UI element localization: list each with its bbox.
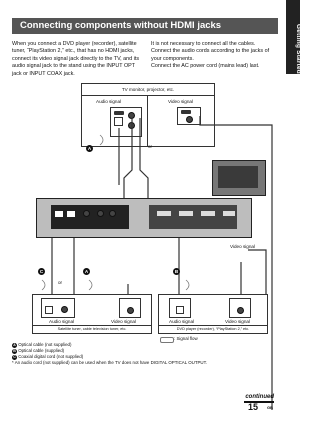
marker-a-sat: A xyxy=(84,269,89,274)
receiver-front-grille xyxy=(218,166,258,188)
signal-flow-legend: : Signal flow xyxy=(174,336,198,341)
note-marker: * xyxy=(12,360,14,365)
note-marker: B xyxy=(13,349,16,353)
signal-flow-arrow-4 xyxy=(186,280,189,290)
rear-opt2-jack xyxy=(67,211,75,217)
dvd-audio-label: Audio signal xyxy=(169,319,195,324)
note-item xyxy=(12,360,274,366)
note-marker: C xyxy=(13,355,16,359)
note-text: An audio cord (not supplied) can be used when the TV does not have DIGITAL OPTICAL OUTPUT. xyxy=(14,360,208,365)
rear-audio-l-jack xyxy=(97,210,104,217)
stand-rear-panel xyxy=(36,198,252,238)
notes-list xyxy=(12,342,274,366)
side-tab-label: Getting Started xyxy=(295,24,302,74)
receiver-front xyxy=(212,160,266,196)
note-text: Optical cable (supplied) xyxy=(18,348,65,353)
rear-hdmi-in1 xyxy=(157,211,171,216)
tv-video-label: Video signal xyxy=(168,99,193,104)
or-label-2: or xyxy=(58,280,63,285)
sat-audio-label: Audio signal xyxy=(49,319,75,324)
cable-tv-audio-l xyxy=(124,118,132,205)
sat-optical-jack xyxy=(45,306,53,314)
signal-flow-arrow-3 xyxy=(89,280,92,290)
page-suffix: GB xyxy=(267,405,273,410)
dvd-optical-jack xyxy=(176,306,184,314)
marker-b-dvd: B xyxy=(174,269,179,274)
sat-video-label: Video signal xyxy=(111,319,136,324)
dvd-video-panel xyxy=(229,298,251,318)
rear-input-section xyxy=(51,205,129,229)
sat-divider xyxy=(33,325,151,326)
dvd-box xyxy=(158,294,268,334)
rear-hdmi-out xyxy=(223,211,235,216)
note-marker: A xyxy=(13,343,16,347)
continued-label: continued xyxy=(245,394,274,400)
rear-opt-jack xyxy=(55,211,63,217)
dvd-video-label: Video signal xyxy=(225,319,250,324)
rear-audio-r-jack xyxy=(109,210,116,217)
signal-flow-arrow-2 xyxy=(42,280,45,290)
page-number: 15 xyxy=(248,402,259,412)
dvd-label: DVD player (recorder), “PlayStation 2,” etc. xyxy=(176,327,250,331)
marker-c: C xyxy=(39,269,44,274)
tv-label: TV monitor, projector, etc. xyxy=(121,87,175,92)
sat-audio-panel xyxy=(41,298,75,318)
section-header: Connecting components without HDMI jacks xyxy=(12,18,278,34)
note-text: Optical cable (not supplied) xyxy=(18,342,72,347)
marker-a-tv: A xyxy=(87,146,92,151)
rear-coax-jack xyxy=(83,210,90,217)
rear-hdmi-in3 xyxy=(201,211,215,216)
or-label-1: or xyxy=(148,144,153,149)
signal-flow-arrow-1 xyxy=(100,135,103,145)
cable-video-signal xyxy=(248,250,266,300)
dvd-video-jack xyxy=(237,307,244,314)
video-signal-label: Video signal xyxy=(230,244,255,249)
sat-coax-jack xyxy=(61,306,68,313)
dvd-divider xyxy=(159,325,267,326)
tv-audio-label: Audio signal xyxy=(96,99,122,104)
rear-hdmi-section xyxy=(149,205,237,229)
note-text: Coaxial digital cord (not supplied) xyxy=(18,354,84,359)
sat-label: Satellite tuner, cable television tuner, etc. xyxy=(57,327,127,331)
intro-right-paragraph: It is not necessary to connect all the cables. Connect the audio cords according to the jacks of your components. Connect the AC power cord (mains lead) last. xyxy=(151,41,270,70)
sat-video-jack xyxy=(127,307,134,314)
satellite-box xyxy=(32,294,152,334)
sat-video-panel xyxy=(119,298,141,318)
dvd-audio-panel xyxy=(169,298,191,318)
intro-left-paragraph: When you connect a DVD player (recorder), satellite tuner, “PlayStation 2,” etc., that has no HDMI jacks, connect its video signal jack directly to the TV, and its audio signal jack to the stand using the INPUT OPT jack or INPUT COAX jack. xyxy=(12,41,140,77)
rear-hdmi-in2 xyxy=(179,211,193,216)
cable-tv-audio-r xyxy=(140,118,148,205)
